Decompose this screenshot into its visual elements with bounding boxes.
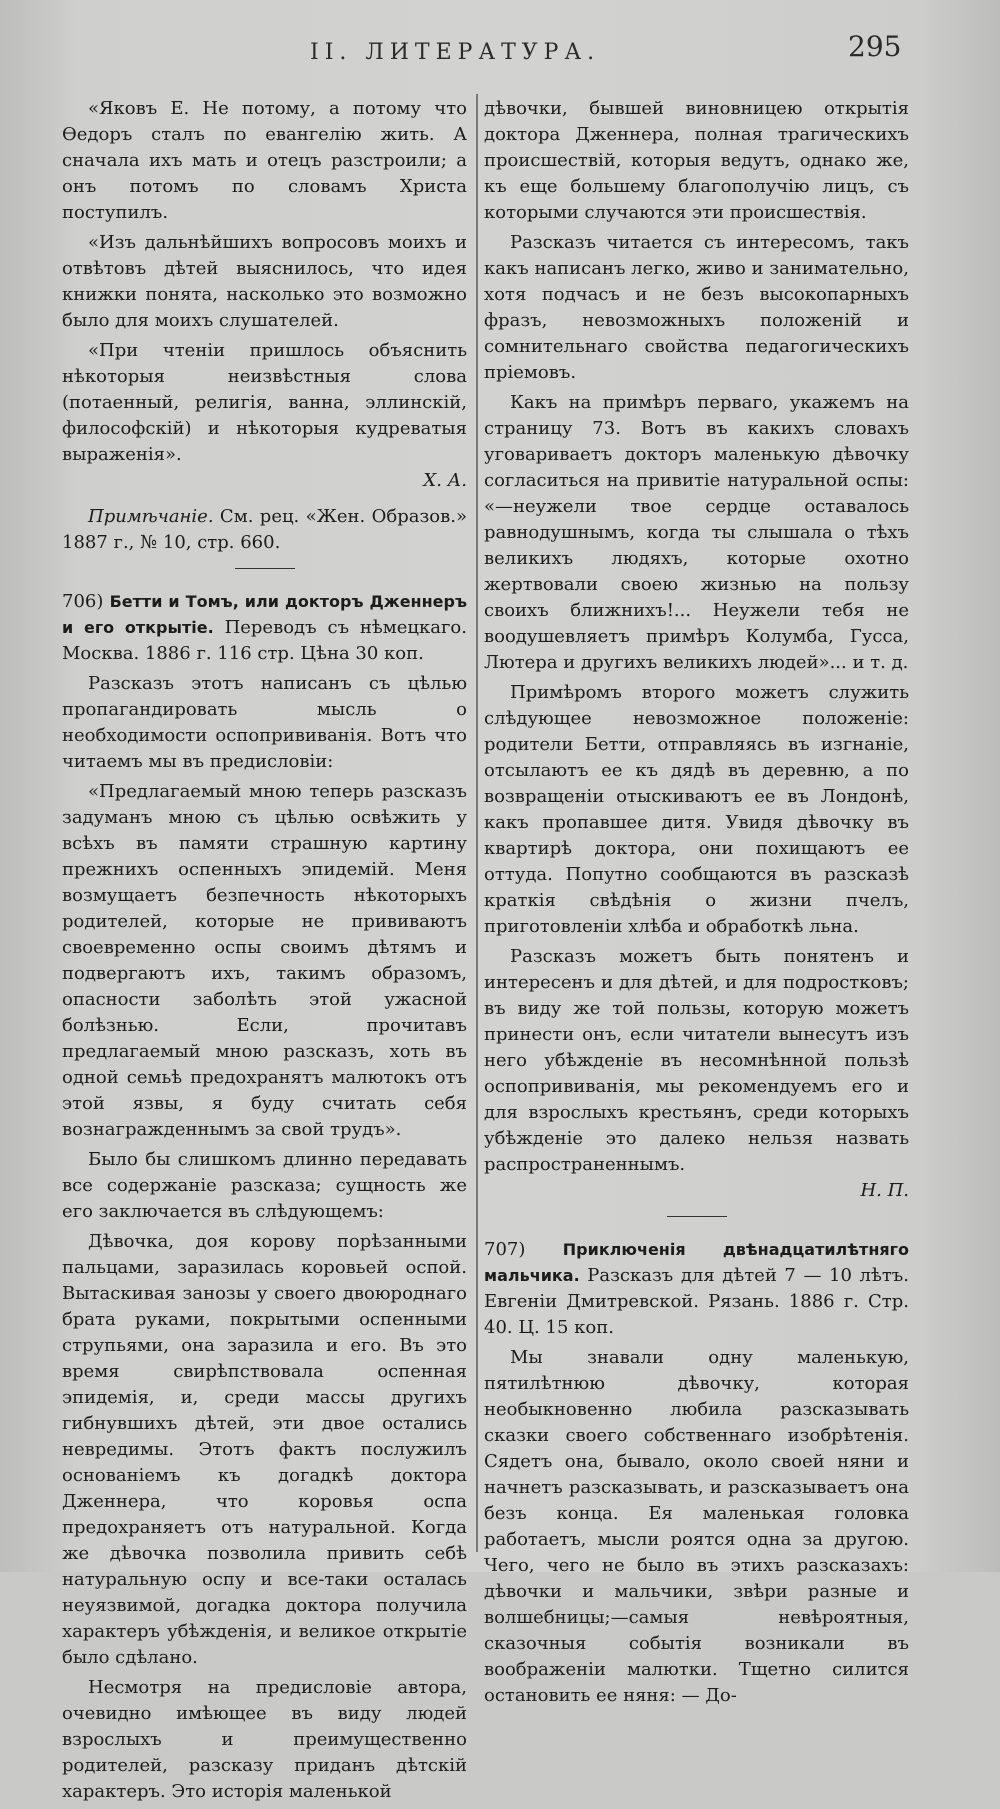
entry-706-heading: [62, 589, 467, 667]
paragraph: Было бы слишкомъ длинно передавать все содержаніе разсказа; сущность же его заключается въ слѣдующемъ:: [62, 1149, 467, 1222]
entry-details: Переводъ съ нѣмецкаго. Москва. 1886 г. 116 стр. Цѣна 30 коп.: [62, 617, 467, 664]
paragraph: Дѣвочка, доя корову порѣзанными пальцами, заразилась коровьей оспой. Вытаскивая занозы у своего двоюроднаго брата руками, покрытыми оспенными струпьями, она заразила и его. Въ это время свирѣпствовала оспенная эпидемія, и, среди массы другихъ гибнувшихъ дѣтей, эти двое остались невредимы. Этотъ фактъ послужилъ основаніемъ къ догадкѣ доктора Дженнера, что коровья оспа предохраняетъ отъ натуральной. Когда же дѣвочка позволила привить себѣ натуральную оспу и все-таки осталась неуязвимой, догадка доктора получила характеръ убѣжденія, и великое открытіе было сдѣлано.: [62, 1231, 467, 1668]
note: [62, 504, 467, 556]
section-rule: [667, 1216, 727, 1217]
running-header: II. ЛИТЕРАТУРА.: [310, 40, 601, 65]
entry-number: 706): [62, 591, 104, 612]
paragraph: [484, 944, 909, 1204]
quote-text: «При чтеніи пришлось объяснить нѣкоторыя неизвѣстныя слова (потаенный, религія, ванна, эллинскій, философскій) и нѣкоторыя кудреватыя выраженія».: [62, 340, 467, 465]
left-column: [62, 96, 467, 1809]
paragraph: дѣвочки, бывшей виновницею открытія доктора Дженнера, полная трагическихъ происшествій, которыя ведутъ, однако же, къ еще большему благополучію лицъ, съ которыми случаются эти происшествія.: [484, 98, 909, 223]
entry-title: Приключенія двѣнадцатилѣтняго мальчика.: [484, 1240, 909, 1285]
entry-707-heading: [484, 1237, 909, 1341]
column-divider: [476, 94, 478, 1552]
review-text: Разсказъ можетъ быть понятенъ и интересенъ и для дѣтей, и для подростковъ; въ виду же той пользы, которую можетъ принести онъ, если читатели вынесутъ изъ него убѣжденіе въ несомнѣнной пользѣ оспопрививанія, мы рекомендуемъ его и для взрослыхъ крестьянъ, среди которыхъ убѣжденіе это далеко нельзя назвать распространеннымъ.: [484, 946, 909, 1175]
entry-title: Бетти и Томъ, или докторъ Дженнеръ и его открытіе.: [62, 592, 467, 637]
right-column: [484, 96, 909, 1713]
paragraph: «Изъ дальнѣйшихъ вопросовъ моихъ и отвѣтовъ дѣтей выяснилось, что идея книжки понята, насколько это возможно было для моихъ слушателей.: [62, 232, 467, 331]
entry-details: Разсказъ для дѣтей 7 — 10 лѣтъ. Евгеніи Дмитревской. Рязань. 1886 г. Стр. 40. Ц. 15 коп.: [484, 1265, 909, 1338]
paragraph: Разсказъ читается съ интересомъ, такъ какъ написанъ легко, живо и занимательно, хотя подчасъ и не безъ высокопарныхъ фразъ, невозможныхъ положеній и сомнительнаго свойства педагогическихъ пріемовъ.: [484, 232, 909, 383]
paragraph: [62, 338, 467, 494]
signature: Х. А.: [423, 470, 467, 491]
note-label: Примѣчаніе.: [88, 506, 214, 527]
note-text: См. рец. «Жен. Образов.» 1887 г., № 10, стр. 660.: [62, 506, 467, 553]
paragraph: Какъ на примѣръ перваго, укажемъ на страницу 73. Вотъ въ какихъ словахъ уговариваетъ докторъ маленькую дѣвочку согласиться на привитіе натуральной оспы: «—неужели твое сердце оставалось равнодушнымъ, когда ты слышала о тѣхъ великихъ людяхъ, которые охотно жертвовали своею жизнью на пользу своихъ ближнихъ!... Неужели тебя не воодушевляетъ примѣръ Колумба, Гусса, Лютера и другихъ великихъ людей»... и т. д.: [484, 392, 909, 673]
entry-number: 707): [484, 1239, 526, 1260]
paragraph: «Предлагаемый мною теперь разсказъ задуманъ мною съ цѣлью освѣжить у всѣхъ въ памяти страшную картину прежнихъ оспенныхъ эпидемій. Меня возмущаетъ безпечность нѣкоторыхъ родителей, которые не прививаютъ своевременно оспы своимъ дѣтямъ и подвергаютъ ихъ, такимъ образомъ, опасности заболѣть этой ужасной болѣзнью. Если, прочитавъ предлагаемый мною разсказъ, хоть въ одной семьѣ предохранятъ малютокъ отъ этой язвы, я буду считать себя вознагражденнымъ за свой трудъ».: [62, 781, 467, 1140]
page-number: 295: [848, 30, 902, 63]
signature: Н. П.: [860, 1180, 909, 1201]
section-rule: [235, 568, 295, 569]
paragraph: Разсказъ этотъ написанъ съ цѣлью пропагандировать мысль о необходимости оспопрививанія. Вотъ что читаемъ мы въ предисловіи:: [62, 673, 467, 772]
paragraph: Мы знавали одну маленькую, пятилѣтнюю дѣвочку, которая необыкновенно любила разсказывать сказки своего собственнаго изобрѣтенія. Сядетъ она, бывало, около своей няни и начнетъ разсказывать, и разсказываетъ она безъ конца. Ея маленькая головка работаетъ, мысли роятся одна за другою. Чего, чего не было въ этихъ разсказахъ: дѣвочки и мальчики, звѣри разные и волшебницы;—самыя невѣроятныя, сказочныя событія возникали въ воображеніи малютки. Тщетно силится остановить ее няня: — До-: [484, 1347, 909, 1706]
paragraph: Примѣромъ второго можетъ служить слѣдующее невозможное положеніе: родители Бетти, отправляясь въ изгнаніе, отсылаютъ ее къ дядѣ въ деревню, а по возвращеніи отыскиваютъ ее въ Лондонѣ, какъ пропавшее дитя. Увидя дѣвочку въ квартирѣ доктора, они похищаютъ ее оттуда. Попутно сообщаются въ разсказѣ краткія свѣдѣнія о жизни пчелъ, приготовленіи хлѣба и обработкѣ льна.: [484, 682, 909, 937]
paragraph: «Яковъ Е. Не потому, а потому что Өедоръ сталъ по евангелію жить. А сначала ихъ мать и отецъ разстроили; а онъ потомъ по словамъ Христа поступилъ.: [62, 98, 467, 223]
paragraph: Несмотря на предисловіе автора, очевидно имѣющее въ виду людей взрослыхъ и преимущественно родителей, разсказу приданъ дѣтскій характеръ. Это исторія маленькой: [62, 1677, 467, 1802]
